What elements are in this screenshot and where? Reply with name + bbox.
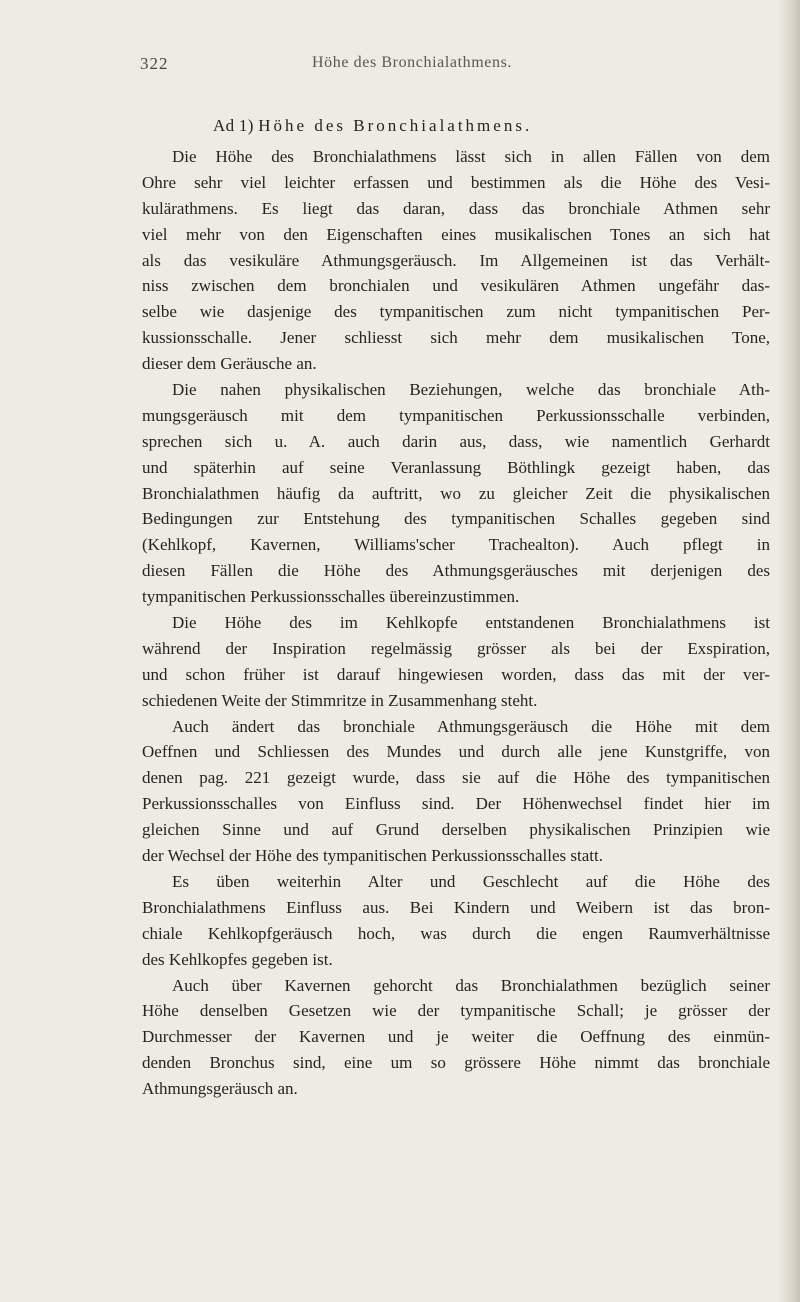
text-line: Auch über Kavernen gehorcht das Bronchialathmen bezüglich seiner xyxy=(172,975,770,995)
text-line: Auch ändert das bronchiale Athmungsgeräusch die Höhe mit dem xyxy=(172,716,770,736)
section-label: Ad 1) xyxy=(213,116,254,135)
text-line: kulärathmens. Es liegt das daran, dass das bronchiale Athmen sehr xyxy=(142,198,770,218)
text-line: und schon früher ist darauf hingewiesen worden, dass das mit der ver- xyxy=(142,664,770,684)
text-line: als das vesikuläre Athmungsgeräusch. Im Allgemeinen ist das Verhält- xyxy=(142,250,770,270)
text-line: des Kehlkopfes gegeben ist. xyxy=(142,949,333,969)
text-line: dieser dem Geräusche an. xyxy=(142,354,317,374)
text-line: selbe wie dasjenige des tympanitischen zum nicht tympanitischen Per- xyxy=(142,302,770,322)
section-title: Höhe des Bronchialathmens. xyxy=(258,116,533,135)
running-head xyxy=(140,54,780,78)
text-line: sprechen sich u. A. auch darin aus, dass, wie namentlich Gerhardt xyxy=(142,431,770,451)
text-line: Athmungsgeräusch an. xyxy=(142,1079,298,1099)
text-line: Bronchialathmen häufig da auftritt, wo zu gleicher Zeit die physikalischen xyxy=(142,483,770,503)
text-line: Bedingungen zur Entstehung des tympanitischen Schalles gegeben sind xyxy=(142,509,770,529)
text-line: Die Höhe des Bronchialathmens lässt sich in allen Fällen von dem xyxy=(172,147,770,166)
text-line: Bronchialathmens Einfluss aus. Bei Kindern und Weibern ist das bron- xyxy=(142,897,770,917)
text-line: Die nahen physikalischen Beziehungen, welche das bronchiale Ath- xyxy=(172,380,770,400)
text-line: schiedenen Weite der Stimmritze in Zusammenhang steht. xyxy=(142,690,538,710)
text-line: niss zwischen dem bronchialen und vesikulären Athmen ungefähr das- xyxy=(142,276,770,296)
body-text xyxy=(142,144,770,1102)
text-line: chiale Kehlkopfgeräusch hoch, was durch die engen Raumverhältnisse xyxy=(142,923,770,943)
text-line: Die Höhe des im Kehlkopfe entstandenen Bronchialathmens ist xyxy=(172,613,770,633)
text-line: gleichen Sinne und auf Grund derselben physikalischen Prinzipien wie xyxy=(142,820,770,840)
text-line: und späterhin auf seine Veranlassung Böthlingk gezeigt haben, das xyxy=(142,457,770,477)
page-edge-shadow xyxy=(778,0,800,1302)
text-line: Es üben weiterhin Alter und Geschlecht auf die Höhe des xyxy=(172,871,770,891)
text-line: Ohre sehr viel leichter erfassen und bestimmen als die Höhe des Vesi- xyxy=(142,172,770,192)
text-line: mungsgeräusch mit dem tympanitischen Perkussionsschalle verbinden, xyxy=(142,405,770,425)
page-number: 322 xyxy=(140,54,169,73)
text-line: (Kehlkopf, Kavernen, Williams'scher Trachealton). Auch pflegt in xyxy=(142,535,770,555)
text-line: der Wechsel der Höhe des tympanitischen Perkussionsschalles statt. xyxy=(142,846,603,866)
text-line: während der Inspiration regelmässig grösser als bei der Exspiration, xyxy=(142,638,770,658)
text-line: Höhe denselben Gesetzen wie der tympanitische Schall; je grösser der xyxy=(142,1001,770,1021)
text-line: diesen Fällen die Höhe des Athmungsgeräusches mit derjenigen des xyxy=(142,561,770,581)
text-line: tympanitischen Perkussionsschalles übereinzustimmen. xyxy=(142,587,520,607)
text-line: Durchmesser der Kavernen und je weiter die Oeffnung des einmün- xyxy=(142,1027,770,1047)
text-line: denen pag. 221 gezeigt wurde, dass sie auf die Höhe des tympanitischen xyxy=(142,768,770,788)
running-title: Höhe des Bronchialathmens. xyxy=(312,54,512,71)
text-line: Oeffnen und Schliessen des Mundes und durch alle jene Kunstgriffe, von xyxy=(142,742,770,762)
section-heading xyxy=(213,116,532,136)
text-line: kussionsschalle. Jener schliesst sich mehr dem musikalischen Tone, xyxy=(142,328,770,348)
text-line: viel mehr von den Eigenschaften eines musikalischen Tones an sich hat xyxy=(142,224,770,244)
text-line: denden Bronchus sind, eine um so grössere Höhe nimmt das bronchiale xyxy=(142,1053,770,1073)
text-line: Perkussionsschalles von Einfluss sind. Der Höhenwechsel findet hier im xyxy=(142,794,770,814)
